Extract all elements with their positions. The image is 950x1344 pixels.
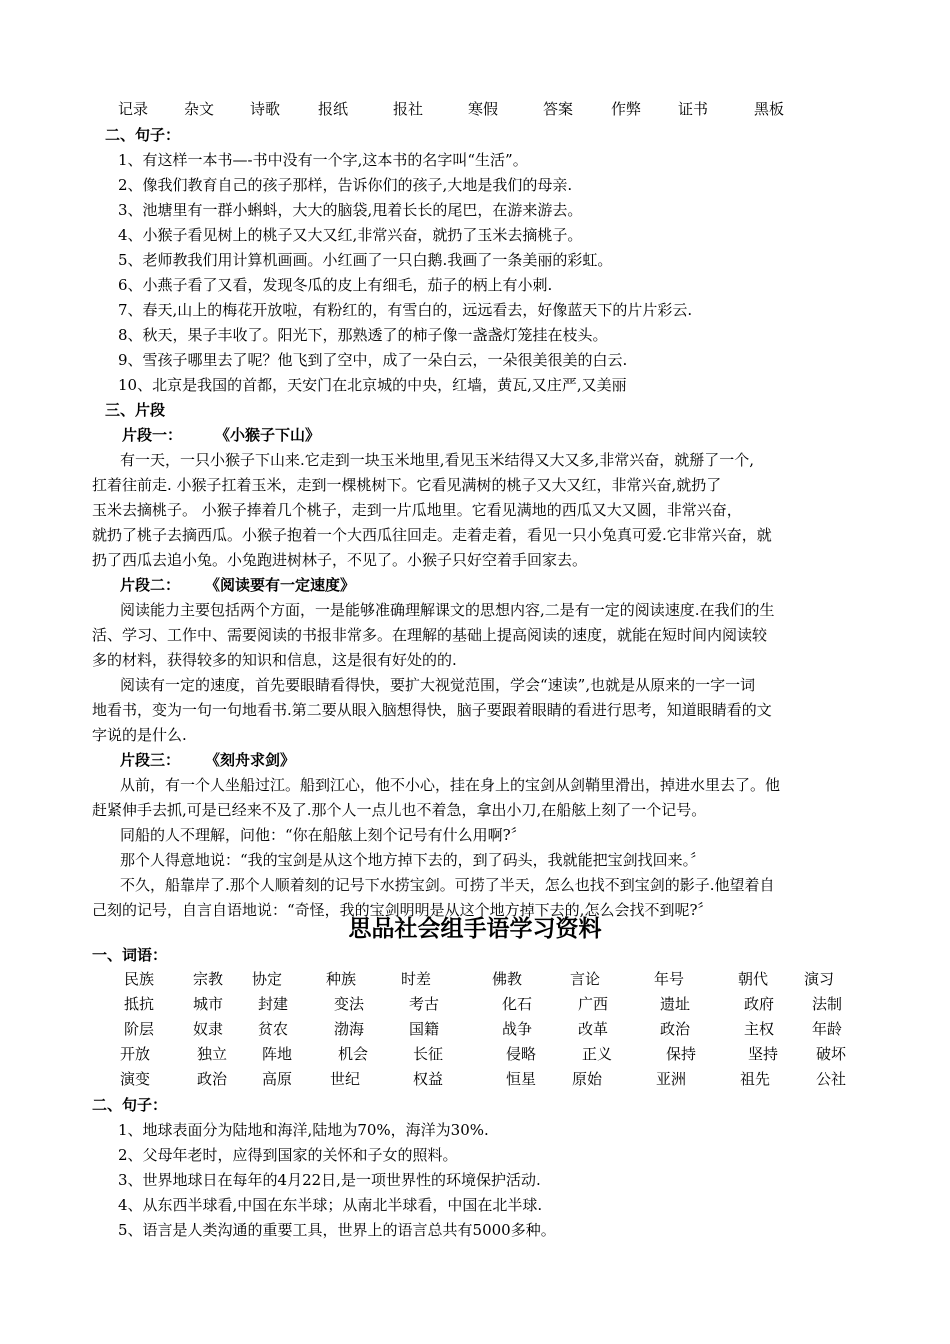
word: 改革	[578, 1020, 609, 1038]
passage-line: 有一天，一只小猴子下山来.它走到一块玉米地里,看见玉米结得又大又多,非常兴奋，就掰了一个,	[120, 451, 755, 469]
section-heading-sentences: 二、句子：	[92, 1096, 168, 1114]
word: 协定	[252, 970, 283, 988]
word: 奴隶	[193, 1020, 224, 1038]
sentence: 5、老师教我们用计算机画画。小红画了一只白鹅.我画了一条美丽的彩虹。	[118, 251, 613, 269]
sentence: 9、雪孩子哪里去了呢？他飞到了空中，成了一朵白云，一朵很美很美的白云.	[118, 351, 628, 369]
word: 主权	[744, 1020, 775, 1038]
word: 国籍	[409, 1020, 440, 1038]
passage-line: 赶紧伸手去抓,可是已经来不及了.那个人一点儿也不着急，拿出小刀,在船舷上刻了一个记号。	[92, 801, 707, 819]
passage-line: 同船的人不理解，问他：“你在船舷上刻个记号有什么用啊?〞	[120, 826, 526, 844]
word: 记录	[118, 100, 149, 118]
sentence: 2、像我们教育自己的孩子那样，告诉你们的孩子,大地是我们的母亲.	[118, 176, 573, 194]
word: 答案	[543, 100, 574, 118]
word: 时差	[401, 970, 432, 988]
word: 报社	[393, 100, 424, 118]
word: 言论	[570, 970, 601, 988]
sentence: 3、世界地球日在每年的4月22日,是一项世界性的环境保护活动.	[118, 1171, 541, 1189]
passage-label: 片段一：	[122, 426, 183, 444]
word: 城市	[193, 995, 224, 1013]
word: 渤海	[334, 1020, 365, 1038]
word: 证书	[678, 100, 709, 118]
word: 长征	[413, 1045, 444, 1063]
passage-title: 《阅读要有一定速度》	[205, 576, 356, 594]
passage-title: 《小猴子下山》	[215, 426, 321, 444]
word: 佛教	[492, 970, 523, 988]
section-heading-words: 一、词语：	[92, 946, 168, 964]
word: 黑板	[754, 100, 785, 118]
sentence: 2、父母年老时，应得到国家的关怀和子女的照料。	[118, 1146, 458, 1164]
passage-title: 《刻舟求剑》	[205, 751, 296, 769]
word: 坚持	[748, 1045, 779, 1063]
word: 侵略	[506, 1045, 537, 1063]
section-heading-passages: 三、片段	[105, 401, 166, 419]
word: 开放	[120, 1045, 151, 1063]
document-title: 思品社会组手语学习资料	[348, 916, 602, 942]
word: 宗教	[193, 970, 224, 988]
word: 保持	[666, 1045, 697, 1063]
passage-line: 活、学习、工作中、需要阅读的书报非常多。在理解的基础上提高阅读的速度，就能在短时间内阅读较	[92, 626, 768, 644]
word: 正义	[582, 1045, 613, 1063]
word: 公社	[816, 1070, 847, 1088]
word: 政治	[197, 1070, 228, 1088]
sentence: 1、地球表面分为陆地和海洋,陆地为70%，海洋为30%.	[118, 1121, 489, 1139]
word: 政治	[660, 1020, 691, 1038]
word: 破坏	[816, 1045, 847, 1063]
word-row	[0, 993, 950, 1017]
passage-line: 那个人得意地说：“我的宝剑是从这个地方掉下去的，到了码头，我就能把宝剑找回来。〞	[120, 851, 706, 869]
sentence: 3、池塘里有一群小蝌蚪，大大的脑袋,甩着长长的尾巴，在游来游去。	[118, 201, 583, 219]
word: 作弊	[611, 100, 642, 118]
word: 贫农	[258, 1020, 289, 1038]
word: 原始	[572, 1070, 603, 1088]
passage-line: 阅读有一定的速度，首先要眼睛看得快，要扩大视觉范围，学会“速读”,也就是从原来的一字一词	[120, 676, 756, 694]
sentence: 7、春天,山上的梅花开放啦，有粉红的，有雪白的，远远看去，好像蓝天下的片片彩云.	[118, 301, 693, 319]
passage-line: 不久，船靠岸了.那个人顺着刻的记号下水捞宝剑。可捞了半天，怎么也找不到宝剑的影子.他望着自	[120, 876, 775, 894]
word: 寒假	[468, 100, 499, 118]
word: 民族	[124, 970, 155, 988]
word-row	[0, 1018, 950, 1042]
word: 化石	[502, 995, 533, 1013]
sentence: 1、有这样一本书—-书中没有一个字,这本书的名字叫“生活”。	[118, 151, 528, 169]
sentence: 4、小猴子看见树上的桃子又大又红,非常兴奋，就扔了玉米去摘桃子。	[118, 226, 583, 244]
word: 恒星	[506, 1070, 537, 1088]
word: 祖先	[740, 1070, 771, 1088]
word: 独立	[197, 1045, 228, 1063]
word: 权益	[413, 1070, 444, 1088]
word-row	[0, 1043, 950, 1067]
passage-line: 扔了西瓜去追小兔。小兔跑进树林子，不见了。小猴子只好空着手回家去。	[92, 551, 588, 569]
passage-line: 从前，有一个人坐船过江。船到江心，他不小心，挂在身上的宝剑从剑鞘里滑出，掉进水里去了。他	[120, 776, 781, 794]
word: 报纸	[318, 100, 349, 118]
word: 机会	[338, 1045, 369, 1063]
word: 阶层	[124, 1020, 155, 1038]
word: 封建	[258, 995, 289, 1013]
word: 变法	[334, 995, 365, 1013]
word: 诗歌	[250, 100, 281, 118]
word: 世纪	[330, 1070, 361, 1088]
word: 演习	[804, 970, 835, 988]
word: 年号	[654, 970, 685, 988]
word: 广西	[578, 995, 609, 1013]
word: 亚洲	[656, 1070, 687, 1088]
word: 考古	[409, 995, 440, 1013]
word: 战争	[502, 1020, 533, 1038]
word: 抵抗	[124, 995, 155, 1013]
section-heading-sentences: 二、句子：	[105, 126, 181, 144]
word: 高原	[262, 1070, 293, 1088]
word-row	[0, 968, 950, 992]
passage-line: 扛着往前走. 小猴子扛着玉米，走到一棵桃树下。它看见满树的桃子又大又红，非常兴奋,就扔了	[92, 476, 722, 494]
word: 法制	[812, 995, 843, 1013]
passage-line: 阅读能力主要包括两个方面，一是能够准确理解课文的思想内容,二是有一定的阅读速度.在我们的生	[120, 601, 775, 619]
word: 阵地	[262, 1045, 293, 1063]
passage-line: 玉米去摘桃子。 小猴子捧着几个桃子，走到一片瓜地里。它看见满地的西瓜又大又圆，非常兴奋，	[92, 501, 742, 519]
word: 政府	[744, 995, 775, 1013]
passage-line: 字说的是什么.	[92, 726, 187, 744]
top-word-list	[0, 98, 950, 122]
word: 演变	[120, 1070, 151, 1088]
passage-line: 多的材料，获得较多的知识和信息，这是很有好处的的.	[92, 651, 457, 669]
sentence: 4、从东西半球看,中国在东半球；从南北半球看，中国在北半球.	[118, 1196, 543, 1214]
passage-line: 就扔了桃子去摘西瓜。小猴子抱着一个大西瓜往回走。走着走着，看见一只小兔真可爱.它非常兴奋，就	[92, 526, 772, 544]
passage-label: 片段二：	[120, 576, 181, 594]
word: 杂文	[184, 100, 215, 118]
word: 种族	[326, 970, 357, 988]
word: 年龄	[812, 1020, 843, 1038]
passage-label: 片段三：	[120, 751, 181, 769]
sentence: 5、语言是人类沟通的重要工具，世界上的语言总共有5000多种。	[118, 1221, 556, 1239]
word: 遗址	[660, 995, 691, 1013]
word-row	[0, 1068, 950, 1092]
passage-line: 地看书，变为一句一句地看书.第二要从眼入脑想得快，脑子要跟着眼睛的看进行思考，知道眼睛看的文	[92, 701, 772, 719]
sentence: 8、秋天，果子丰收了。阳光下，那熟透了的柿子像一盏盏灯笼挂在枝头。	[118, 326, 608, 344]
sentence: 6、小燕子看了又看，发现冬瓜的皮上有细毛，茄子的柄上有小刺.	[118, 276, 553, 294]
passage-line: 己刻的记号，自言自语地说：“奇怪，我的宝剑明明是从这个地方掉下去的,怎么会找不到呢?〞	[92, 901, 713, 919]
sentence: 10、北京是我国的首都，天安门在北京城的中央，红墙，黄瓦,又庄严,又美丽	[118, 376, 627, 394]
word: 朝代	[738, 970, 769, 988]
